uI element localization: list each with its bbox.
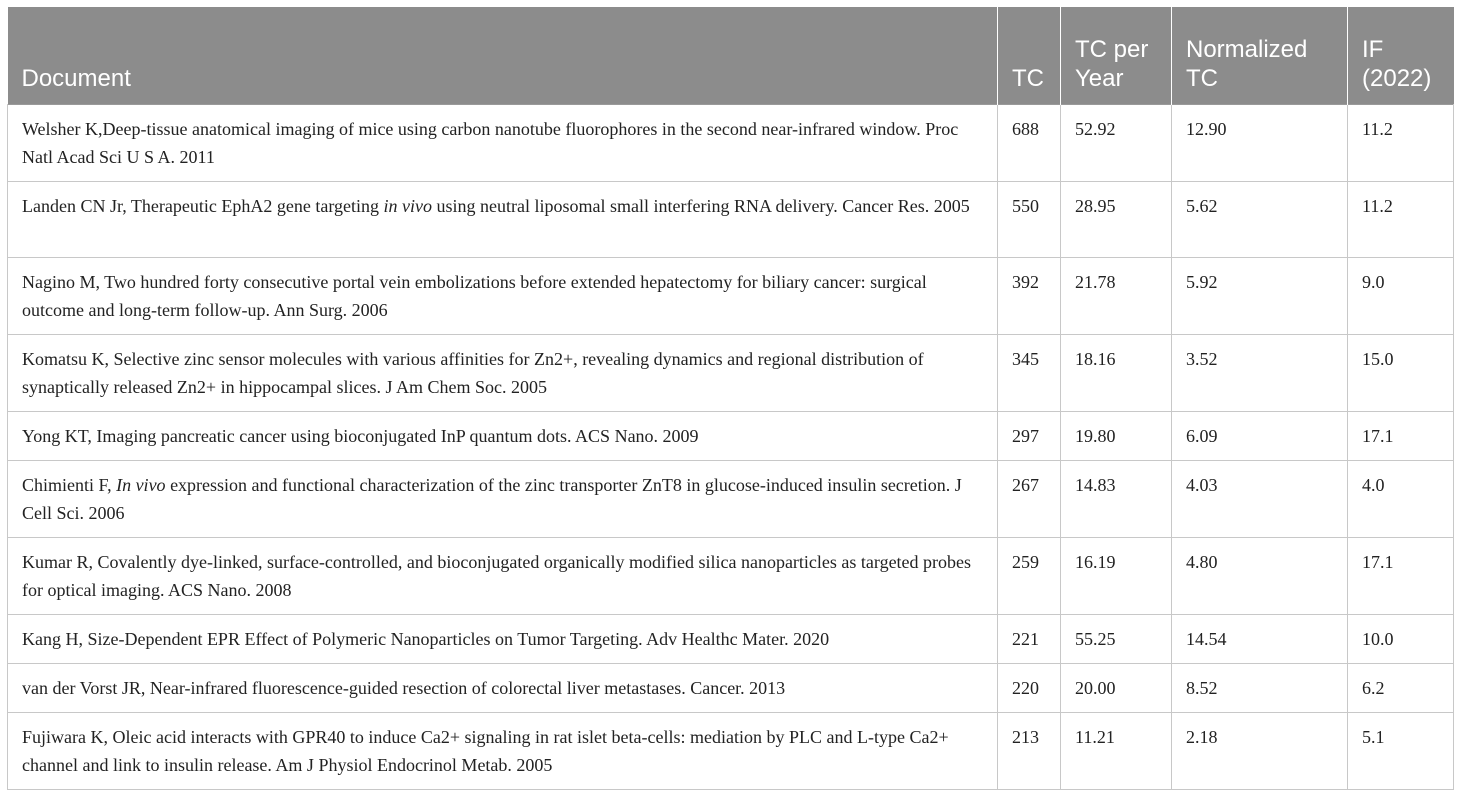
document-cell xyxy=(8,460,998,537)
tc-per-year-cell: 52.92 xyxy=(1061,104,1172,181)
header-row xyxy=(8,7,1454,104)
document-cell xyxy=(8,104,998,181)
tc-per-year-cell: 16.19 xyxy=(1061,537,1172,614)
tc-per-year-cell: 14.83 xyxy=(1061,460,1172,537)
normalized-tc-cell: 12.90 xyxy=(1172,104,1348,181)
normalized-tc-cell: 8.52 xyxy=(1172,663,1348,712)
if-2022-cell: 4.0 xyxy=(1348,460,1454,537)
tc-cell: 267 xyxy=(998,460,1061,537)
citation-table xyxy=(7,7,1454,790)
document-text: van der Vorst JR, Near-infrared fluorescence-guided resection of colorectal liver metastases. Cancer. 2013 xyxy=(22,677,786,698)
document-cell xyxy=(8,411,998,460)
normalized-tc-cell: 2.18 xyxy=(1172,712,1348,789)
table-body xyxy=(8,104,1454,789)
tc-cell: 392 xyxy=(998,257,1061,334)
document-text: Nagino M, Two hundred forty consecutive portal vein embolizations before extended hepatectomy for biliary cancer: surgical outcome and long-term follow-up. Ann Surg. 2006 xyxy=(22,271,927,320)
table-row xyxy=(8,460,1454,537)
table-row xyxy=(8,712,1454,789)
table-row xyxy=(8,181,1454,257)
table-header xyxy=(8,7,1454,104)
document-cell xyxy=(8,663,998,712)
tc-cell: 550 xyxy=(998,181,1061,257)
tc-per-year-cell: 19.80 xyxy=(1061,411,1172,460)
document-cell xyxy=(8,614,998,663)
document-cell xyxy=(8,712,998,789)
normalized-tc-cell: 5.62 xyxy=(1172,181,1348,257)
table-row xyxy=(8,537,1454,614)
document-text: Landen CN Jr, Therapeutic EphA2 gene targeting xyxy=(22,195,384,216)
document-text: Yong KT, Imaging pancreatic cancer using bioconjugated InP quantum dots. ACS Nano. 2009 xyxy=(22,425,699,446)
normalized-tc-cell: 6.09 xyxy=(1172,411,1348,460)
if-2022-cell: 9.0 xyxy=(1348,257,1454,334)
tc-cell: 688 xyxy=(998,104,1061,181)
document-text: Welsher K,Deep-tissue anatomical imaging of mice using carbon nanotube fluorophores in the second near-infrared window. Proc Natl Acad Sci U S A. 2011 xyxy=(22,118,959,167)
tc-cell: 259 xyxy=(998,537,1061,614)
document-cell xyxy=(8,334,998,411)
if-2022-cell: 17.1 xyxy=(1348,411,1454,460)
if-2022-cell: 10.0 xyxy=(1348,614,1454,663)
document-cell xyxy=(8,257,998,334)
citation-table-container xyxy=(7,7,1453,790)
table-row xyxy=(8,614,1454,663)
tc-cell: 297 xyxy=(998,411,1061,460)
document-text: Kang H, Size-Dependent EPR Effect of Polymeric Nanoparticles on Tumor Targeting. Adv Healthc Mater. 2020 xyxy=(22,628,830,649)
if-2022-cell: 11.2 xyxy=(1348,181,1454,257)
document-text-continued: expression and functional characterization of the zinc transporter ZnT8 in glucose-induced insulin secretion. J Cell Sci. 2006 xyxy=(22,474,962,523)
normalized-tc-cell: 5.92 xyxy=(1172,257,1348,334)
document-text-continued: using neutral liposomal small interfering RNA delivery. Cancer Res. 2005 xyxy=(432,195,970,216)
header-tc: TC xyxy=(998,7,1061,104)
tc-cell: 345 xyxy=(998,334,1061,411)
document-italic-text: In vivo xyxy=(116,474,166,495)
tc-cell: 220 xyxy=(998,663,1061,712)
tc-per-year-cell: 21.78 xyxy=(1061,257,1172,334)
header-tc-per-year: TC per Year xyxy=(1061,7,1172,104)
if-2022-cell: 6.2 xyxy=(1348,663,1454,712)
document-text: Chimienti F, xyxy=(22,474,117,495)
document-text: Komatsu K, Selective zinc sensor molecules with various affinities for Zn2+, revealing dynamics and regional distribution of synaptically released Zn2+ in hippocampal slices. J Am Chem Soc. 2005 xyxy=(22,348,924,397)
table-row xyxy=(8,411,1454,460)
tc-cell: 221 xyxy=(998,614,1061,663)
header-if-2022: IF (2022) xyxy=(1348,7,1454,104)
header-document: Document xyxy=(8,7,998,104)
document-italic-text: in vivo xyxy=(383,195,432,216)
document-cell xyxy=(8,537,998,614)
normalized-tc-cell: 14.54 xyxy=(1172,614,1348,663)
if-2022-cell: 15.0 xyxy=(1348,334,1454,411)
tc-cell: 213 xyxy=(998,712,1061,789)
table-row xyxy=(8,104,1454,181)
tc-per-year-cell: 20.00 xyxy=(1061,663,1172,712)
if-2022-cell: 11.2 xyxy=(1348,104,1454,181)
normalized-tc-cell: 3.52 xyxy=(1172,334,1348,411)
document-cell xyxy=(8,181,998,257)
tc-per-year-cell: 28.95 xyxy=(1061,181,1172,257)
normalized-tc-cell: 4.80 xyxy=(1172,537,1348,614)
table-row xyxy=(8,663,1454,712)
tc-per-year-cell: 55.25 xyxy=(1061,614,1172,663)
tc-per-year-cell: 11.21 xyxy=(1061,712,1172,789)
header-normalized-tc: Normalized TC xyxy=(1172,7,1348,104)
normalized-tc-cell: 4.03 xyxy=(1172,460,1348,537)
if-2022-cell: 5.1 xyxy=(1348,712,1454,789)
tc-per-year-cell: 18.16 xyxy=(1061,334,1172,411)
table-row xyxy=(8,334,1454,411)
table-row xyxy=(8,257,1454,334)
document-text: Fujiwara K, Oleic acid interacts with GPR40 to induce Ca2+ signaling in rat islet beta-cells: mediation by PLC and L-type Ca2+ channel and link to insulin release. Am J Physiol Endocrinol Metab. 2005 xyxy=(22,726,949,775)
if-2022-cell: 17.1 xyxy=(1348,537,1454,614)
document-text: Kumar R, Covalently dye-linked, surface-controlled, and bioconjugated organically modified silica nanoparticles as targeted probes for optical imaging. ACS Nano. 2008 xyxy=(22,551,972,600)
